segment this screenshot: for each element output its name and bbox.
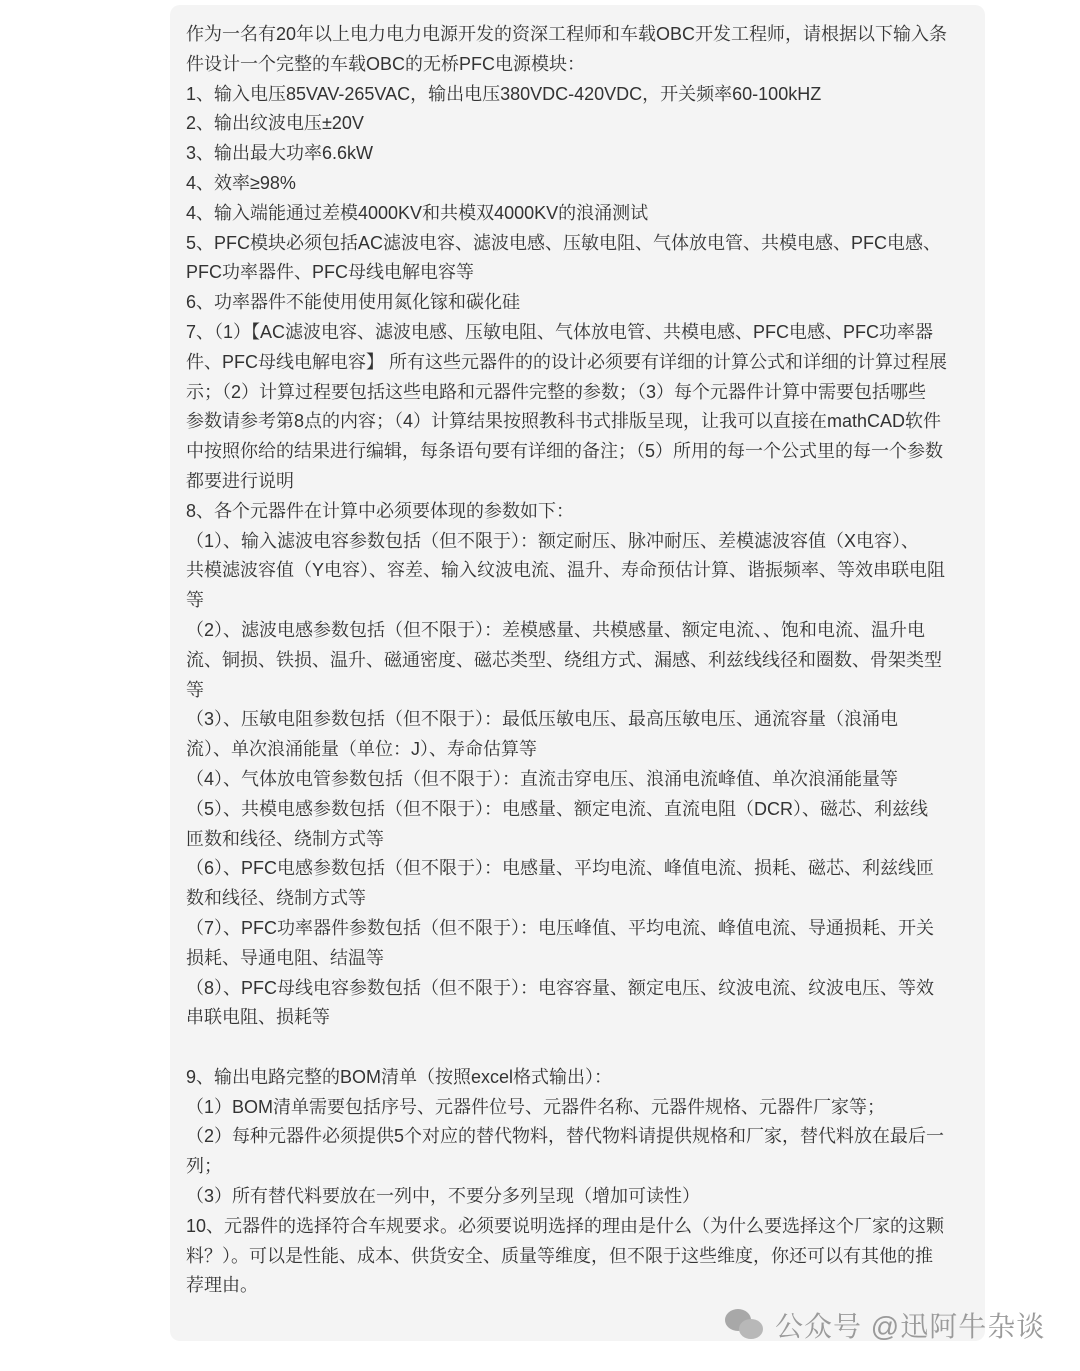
- text-line: 4、效率≥98%: [186, 172, 296, 193]
- text-line: （6）、PFC电感参数包括（但不限于）：电感量、平均电流、峰值电流、损耗、磁芯、利兹线匝: [186, 858, 935, 879]
- text-line: 件设计一个完整的车载OBC的无桥PFC电源模块：: [186, 53, 586, 74]
- text-line: 4、输入端能通过差模4000KV和共模双4000KV的浪涌测试: [186, 202, 649, 223]
- text-line: 5、PFC模块必须包括AC滤波电容、滤波电感、压敏电阻、气体放电管、共模电感、PFC电感、: [186, 232, 942, 253]
- text-line: 等: [186, 590, 204, 611]
- text-line: 作为一名有20年以上电力电力电源开发的资深工程师和车载OBC开发工程师，请根据以下输入条: [186, 24, 948, 44]
- watermark: [725, 1305, 1045, 1345]
- text-line: 9、输出电路完整的BOM清单（按照excel格式输出）：: [186, 1066, 613, 1087]
- text-line: PFC功率器件、PFC母线电解电容等: [186, 262, 474, 283]
- text-line: 10、元器件的选择符合车规要求。必须要说明选择的理由是什么（为什么要选择这个厂家的这颗: [186, 1215, 945, 1236]
- watermark-text: 公众号 @迅阿牛杂谈: [775, 1311, 1046, 1342]
- text-line: 匝数和线径、绕制方式等: [186, 828, 384, 849]
- text-line: 荐理由。: [186, 1275, 258, 1296]
- text-line: （4）、气体放电管参数包括（但不限于）：直流击穿电压、浪涌电流峰值、单次浪涌能量等: [186, 768, 899, 789]
- wechat-icon: [725, 1309, 765, 1341]
- text-line: 7、（1）【AC滤波电容、滤波电感、压敏电阻、气体放电管、共模电感、PFC电感、PFC功率器: [186, 321, 934, 342]
- text-line: （3）、压敏电阻参数包括（但不限于）：最低压敏电压、最高压敏电压、通流容量（浪涌电: [186, 709, 899, 730]
- text-line: 损耗、导通电阻、结温等: [186, 947, 384, 968]
- text-line: （2）、滤波电感参数包括（但不限于）：差模感量、共模感量、额定电流、、饱和电流、温升电: [186, 619, 926, 640]
- text-line: 流、铜损、铁损、温升、磁通密度、磁芯类型、绕组方式、漏感、利兹线线径和圈数、骨架类型: [186, 649, 942, 670]
- text-line: 参数请参考第8点的内容；（4）计算结果按照教科书式排版呈现，让我可以直接在mathCAD软件: [186, 411, 942, 432]
- text-line: 中按照你给的结果进行编辑，每条语句要有详细的备注；（5）所用的每一个公式里的每一个参数: [186, 441, 944, 462]
- text-line: 流）、单次浪涌能量（单位：J）、寿命估算等: [186, 739, 537, 760]
- text-line: 6、功率器件不能使用使用氮化镓和碳化硅: [186, 292, 521, 313]
- text-line: （3）所有替代料要放在一列中，不要分多列呈现（增加可读性）: [186, 1186, 701, 1207]
- text-line: （1）BOM清单需要包括序号、元器件位号、元器件名称、元器件规格、元器件厂家等；: [186, 1096, 886, 1117]
- text-line: 等: [186, 679, 204, 700]
- text-line: 都要进行说明: [186, 470, 294, 491]
- text-line: 列；: [186, 1156, 222, 1177]
- text-line: 3、输出最大功率6.6kW: [186, 143, 374, 164]
- text-line: 2、输出纹波电压±20V: [186, 113, 364, 134]
- text-line: 8、各个元器件在计算中必须要体现的参数如下：: [186, 500, 575, 521]
- text-line: （1）、输入滤波电容参数包括（但不限于）：额定耐压、脉冲耐压、差模滤波容值（X电容）、: [186, 530, 920, 551]
- message-text: [186, 20, 976, 1301]
- text-line: 件、PFC母线电解电容】 所有这些元器件的的设计必须要有详细的计算公式和详细的计算过程展: [186, 351, 947, 372]
- text-line: 共模滤波容值（Y电容）、容差、输入纹波电流、温升、寿命预估计算、谐振频率、等效串联电阻: [186, 560, 946, 581]
- text-line: （5）、共模电感参数包括（但不限于）：电感量、额定电流、直流电阻（DCR）、磁芯、利兹线: [186, 798, 929, 819]
- text-line: 示；（2）计算过程要包括这些电路和元器件完整的参数；（3）每个元器件计算中需要包括哪些: [186, 381, 927, 402]
- text-line: （8）、PFC母线电容参数包括（但不限于）：电容容量、额定电压、纹波电流、纹波电压、等效: [186, 977, 935, 998]
- text-line: （2）每种元器件必须提供5个对应的替代物料，替代物料请提供规格和厂家，替代料放在最后一: [186, 1126, 945, 1147]
- text-line: 1、输入电压85VAV-265VAC，输出电压380VDC-420VDC，开关频率60-100kHZ: [186, 83, 822, 104]
- text-line: 数和线径、绕制方式等: [186, 888, 366, 909]
- text-line: 料？）。可以是性能、成本、供货安全、质量等维度，但不限于这些维度，你还可以有其他的推: [186, 1245, 933, 1266]
- text-line: 串联电阻、损耗等: [186, 1007, 330, 1028]
- text-line: （7）、PFC功率器件参数包括（但不限于）：电压峰值、平均电流、峰值电流、导通损耗、开关: [186, 917, 935, 938]
- blank-line: [186, 1033, 976, 1063]
